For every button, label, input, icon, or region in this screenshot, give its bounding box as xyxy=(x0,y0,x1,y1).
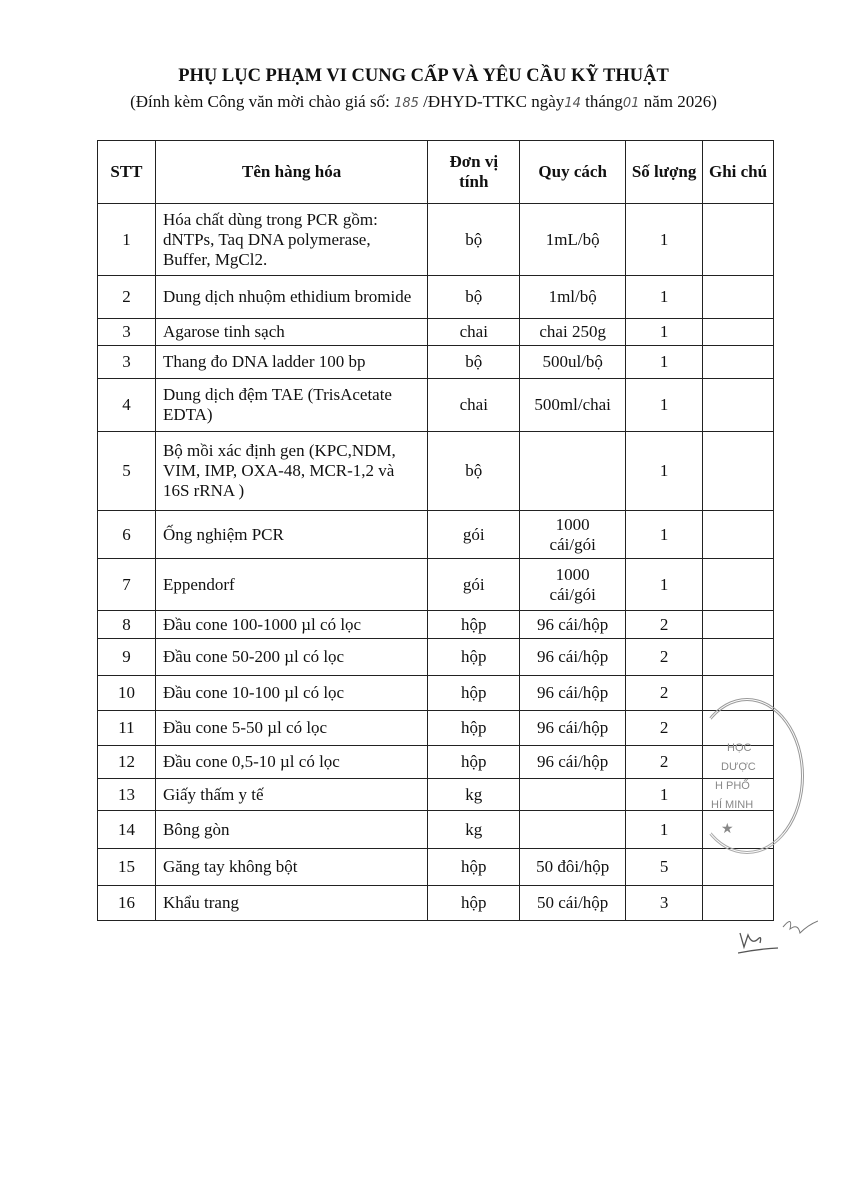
cell-item-name: Agarose tinh sạch xyxy=(155,319,427,346)
cell-quantity: 1 xyxy=(626,276,703,319)
cell-item-name: Eppendorf xyxy=(155,559,427,611)
cell-stt: 12 xyxy=(98,746,156,779)
cell-spec: 96 cái/hộp xyxy=(520,611,626,639)
cell-spec: 1000 cái/gói xyxy=(520,559,626,611)
cell-spec: 50 đôi/hộp xyxy=(520,849,626,886)
cell-note xyxy=(703,849,774,886)
table-row xyxy=(98,711,774,746)
stamp-star-icon: ★ xyxy=(721,820,734,836)
cell-spec: 96 cái/hộp xyxy=(520,676,626,711)
table-row xyxy=(98,511,774,559)
cell-stt: 2 xyxy=(98,276,156,319)
cell-unit: gói xyxy=(428,559,520,611)
table-row xyxy=(98,779,774,811)
cell-stt: 15 xyxy=(98,849,156,886)
cell-unit: chai xyxy=(428,319,520,346)
cell-item-name: Đầu cone 0,5-10 µl có lọc xyxy=(155,746,427,779)
cell-stt: 5 xyxy=(98,432,156,511)
cell-spec: 50 cái/hộp xyxy=(520,886,626,921)
cell-quantity: 2 xyxy=(626,639,703,676)
subtitle-suffix: năm 2026) xyxy=(643,92,717,111)
cell-quantity: 2 xyxy=(626,611,703,639)
table-row xyxy=(98,379,774,432)
cell-item-name: Găng tay không bột xyxy=(155,849,427,886)
cell-spec xyxy=(520,811,626,849)
table-row xyxy=(98,811,774,849)
cell-quantity: 1 xyxy=(626,379,703,432)
cell-stt: 1 xyxy=(98,204,156,276)
cell-spec: 96 cái/hộp xyxy=(520,639,626,676)
cell-spec xyxy=(520,432,626,511)
cell-unit: kg xyxy=(428,811,520,849)
cell-note xyxy=(703,276,774,319)
cell-unit: gói xyxy=(428,511,520,559)
cell-quantity: 1 xyxy=(626,319,703,346)
cell-stt: 13 xyxy=(98,779,156,811)
handwritten-day: 14 xyxy=(564,96,581,111)
cell-unit: kg xyxy=(428,779,520,811)
table-row xyxy=(98,611,774,639)
table-row xyxy=(98,886,774,921)
cell-unit: bộ xyxy=(428,432,520,511)
handwritten-month: 01 xyxy=(622,96,640,111)
cell-unit: bộ xyxy=(428,346,520,379)
cell-quantity: 1 xyxy=(626,559,703,611)
cell-item-name: Đầu cone 100-1000 µl có lọc xyxy=(155,611,427,639)
stamp-line: DƯỢC xyxy=(721,761,756,773)
document-title: PHỤ LỤC PHẠM VI CUNG CẤP VÀ YÊU CẦU KỸ THUẬT xyxy=(178,66,669,86)
cell-stt: 4 xyxy=(98,379,156,432)
cell-unit: hộp xyxy=(428,611,520,639)
cell-unit: hộp xyxy=(428,886,520,921)
cell-quantity: 5 xyxy=(626,849,703,886)
cell-spec: chai 250g xyxy=(520,319,626,346)
signature-initials xyxy=(738,915,818,955)
cell-stt: 14 xyxy=(98,811,156,849)
cell-unit: bộ xyxy=(428,276,520,319)
cell-unit: hộp xyxy=(428,639,520,676)
cell-item-name: Bông gòn xyxy=(155,811,427,849)
stamp-line: HỌC xyxy=(727,742,752,754)
cell-quantity: 1 xyxy=(626,204,703,276)
cell-item-name: Giấy thấm y tế xyxy=(155,779,427,811)
cell-unit: hộp xyxy=(428,676,520,711)
cell-spec xyxy=(520,779,626,811)
cell-quantity: 2 xyxy=(626,711,703,746)
header-spec: Quy cách xyxy=(520,141,626,204)
table-row xyxy=(98,676,774,711)
cell-stt: 6 xyxy=(98,511,156,559)
cell-spec: 96 cái/hộp xyxy=(520,711,626,746)
cell-note xyxy=(703,319,774,346)
header-stt: STT xyxy=(98,141,156,204)
cell-spec: 500ul/bộ xyxy=(520,346,626,379)
cell-item-name: Hóa chất dùng trong PCR gồm: dNTPs, Taq DNA polymerase, Buffer, MgCl2. xyxy=(155,204,427,276)
stamp-line: HÍ MINH xyxy=(711,799,754,811)
cell-stt: 9 xyxy=(98,639,156,676)
cell-unit: hộp xyxy=(428,711,520,746)
items-table xyxy=(97,140,774,921)
cell-quantity: 1 xyxy=(626,346,703,379)
cell-stt: 8 xyxy=(98,611,156,639)
cell-note xyxy=(703,379,774,432)
cell-quantity: 1 xyxy=(626,811,703,849)
cell-note xyxy=(703,639,774,676)
cell-quantity: 2 xyxy=(626,676,703,711)
cell-spec: 1mL/bộ xyxy=(520,204,626,276)
table-row xyxy=(98,639,774,676)
header-quantity: Số lượng xyxy=(626,141,703,204)
cell-unit: hộp xyxy=(428,849,520,886)
subtitle-middle: /ĐHYD-TTKC ngày xyxy=(423,92,565,111)
cell-stt: 3 xyxy=(98,319,156,346)
cell-item-name: Bộ mồi xác định gen (KPC,NDM, VIM, IMP, OXA-48, MCR-1,2 và 16S rRNA ) xyxy=(155,432,427,511)
stamp-line: H PHỐ xyxy=(715,780,750,792)
table-row xyxy=(98,559,774,611)
cell-note xyxy=(703,432,774,511)
cell-spec: 1000 cái/gói xyxy=(520,511,626,559)
header-item-name: Tên hàng hóa xyxy=(155,141,427,204)
cell-note xyxy=(703,559,774,611)
cell-quantity: 1 xyxy=(626,432,703,511)
cell-stt: 7 xyxy=(98,559,156,611)
document-subtitle xyxy=(0,92,847,112)
cell-quantity: 1 xyxy=(626,779,703,811)
table-row xyxy=(98,204,774,276)
subtitle-month-label: tháng xyxy=(585,92,623,111)
cell-quantity: 2 xyxy=(626,746,703,779)
cell-note xyxy=(703,204,774,276)
table-row xyxy=(98,432,774,511)
header-note: Ghi chú xyxy=(703,141,774,204)
cell-note xyxy=(703,346,774,379)
table-row xyxy=(98,746,774,779)
cell-unit: hộp xyxy=(428,746,520,779)
cell-quantity: 1 xyxy=(626,511,703,559)
cell-item-name: Khẩu trang xyxy=(155,886,427,921)
cell-item-name: Dung dịch đệm TAE (TrisAcetate EDTA) xyxy=(155,379,427,432)
header-unit: Đơn vị tính xyxy=(428,141,520,204)
cell-item-name: Đầu cone 10-100 µl có lọc xyxy=(155,676,427,711)
cell-stt: 11 xyxy=(98,711,156,746)
cell-item-name: Ống nghiệm PCR xyxy=(155,511,427,559)
table-row xyxy=(98,319,774,346)
cell-stt: 3 xyxy=(98,346,156,379)
cell-item-name: Dung dịch nhuộm ethidium bromide xyxy=(155,276,427,319)
cell-unit: bộ xyxy=(428,204,520,276)
cell-unit: chai xyxy=(428,379,520,432)
cell-item-name: Đầu cone 5-50 µl có lọc xyxy=(155,711,427,746)
cell-spec: 96 cái/hộp xyxy=(520,746,626,779)
cell-stt: 10 xyxy=(98,676,156,711)
table-row xyxy=(98,346,774,379)
cell-item-name: Thang đo DNA ladder 100 bp xyxy=(155,346,427,379)
official-stamp xyxy=(690,698,804,854)
cell-note xyxy=(703,511,774,559)
cell-item-name: Đầu cone 50-200 µl có lọc xyxy=(155,639,427,676)
subtitle-prefix: (Đính kèm Công văn mời chào giá số: xyxy=(130,92,390,111)
cell-spec: 500ml/chai xyxy=(520,379,626,432)
cell-stt: 16 xyxy=(98,886,156,921)
cell-spec: 1ml/bộ xyxy=(520,276,626,319)
table-row xyxy=(98,849,774,886)
handwritten-number: 185 xyxy=(394,96,419,111)
cell-quantity: 3 xyxy=(626,886,703,921)
cell-note xyxy=(703,611,774,639)
table-row xyxy=(98,276,774,319)
